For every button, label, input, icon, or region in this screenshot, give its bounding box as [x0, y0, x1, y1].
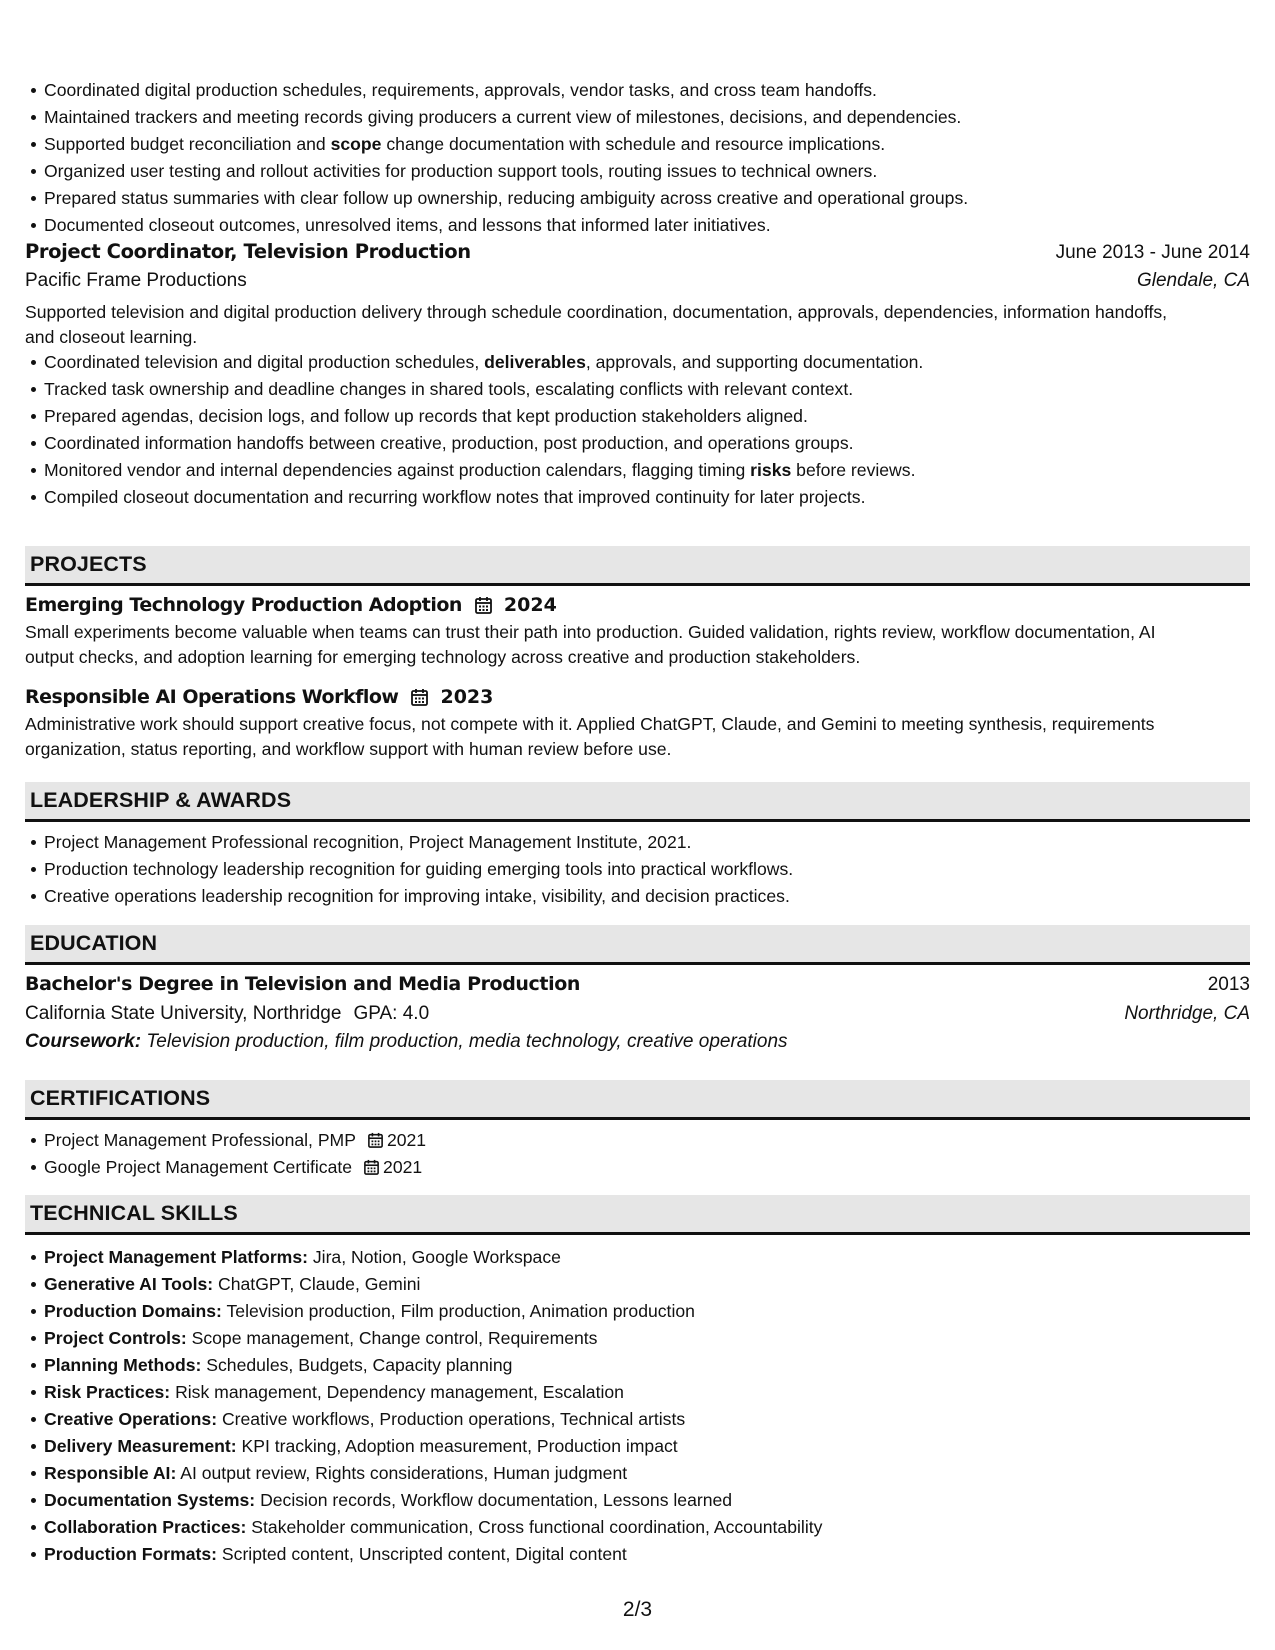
section-title: CERTIFICATIONS: [30, 1086, 211, 1110]
list-item: Monitored vendor and internal dependencies against production calendars, flagging timing risks before reviews.: [25, 457, 1250, 484]
certifications-list: [25, 1127, 426, 1181]
section-header-projects: [25, 546, 1250, 586]
list-item: Prepared status summaries with clear follow up ownership, reducing ambiguity across creative and operational groups.: [25, 185, 968, 212]
list-item: Compiled closeout documentation and recurring workflow notes that improved continuity for later projects.: [25, 484, 1250, 511]
section-title: TECHNICAL SKILLS: [30, 1201, 238, 1225]
coursework-list: Television production, film production, media technology, creative operations: [146, 1031, 788, 1052]
role-header: [25, 240, 1250, 264]
cert-year: 2021: [383, 1157, 423, 1177]
role-dates: June 2013 - June 2014: [1055, 242, 1250, 263]
text-line: organization, status reporting, and workflow support with human review before use.: [25, 738, 672, 759]
list-item: Project Controls: Scope management, Change control, Requirements: [25, 1325, 822, 1352]
role-entry: [25, 240, 1250, 511]
cert-name: Google Project Management Certificate: [44, 1157, 353, 1177]
section-title: PROJECTS: [30, 552, 147, 576]
cert-year: 2021: [386, 1130, 427, 1150]
list-item: Collaboration Practices: Stakeholder communication, Cross functional coordination, Accountability: [25, 1514, 822, 1541]
section-header-education: [25, 925, 1250, 965]
project-name: Emerging Technology Production Adoption: [25, 594, 462, 616]
list-item: [25, 1127, 426, 1154]
gpa: GPA: 4.0: [353, 1003, 430, 1024]
degree-title: Bachelor's Degree in Television and Media Production: [25, 973, 580, 995]
list-item: [25, 1154, 426, 1181]
list-item: Creative Operations: Creative workflows, Production operations, Technical artists: [25, 1406, 822, 1433]
project-year: 2023: [440, 686, 494, 708]
role-title: Project Coordinator, Television Production: [25, 240, 471, 263]
education-header: [25, 973, 1250, 996]
education-subheader: [25, 1003, 1250, 1025]
project-description: [25, 712, 1250, 761]
leadership-list: [25, 829, 793, 910]
school-location: Northridge, CA: [1124, 1003, 1250, 1024]
list-item: Organized user testing and rollout activities for production support tools, routing issues to technical owners.: [25, 158, 968, 185]
list-item: Prepared agendas, decision logs, and follow up records that kept production stakeholders aligned.: [25, 403, 1250, 430]
list-item: Project Management Professional recognition, Project Management Institute, 2021.: [25, 829, 793, 856]
section-header-skills: [25, 1195, 1250, 1235]
list-item: Coordinated information handoffs between creative, production, post production, and operations groups.: [25, 430, 1250, 457]
list-item: Coordinated television and digital production schedules, deliverables, approvals, and supporting documentation.: [25, 349, 1250, 376]
school-line: [25, 1003, 429, 1025]
list-item: Responsible AI: AI output review, Rights considerations, Human judgment: [25, 1460, 822, 1487]
section-header-leadership: [25, 782, 1250, 822]
list-item: Production technology leadership recognition for guiding emerging tools into practical workflows.: [25, 856, 793, 883]
school-name: California State University, Northridge: [25, 1003, 342, 1024]
project-header: [25, 686, 1250, 708]
list-item: Planning Methods: Schedules, Budgets, Capacity planning: [25, 1352, 822, 1379]
project-year: 2024: [503, 594, 557, 616]
calendar-icon: [364, 1159, 379, 1175]
role-subheader: [25, 270, 1250, 292]
role-summary: Supported television and digital production delivery through schedule coordination, documentation, approvals, dependencies, information handoffs, and closeout learning.: [25, 302, 1168, 347]
section-header-certifications: [25, 1080, 1250, 1120]
role-location: Glendale, CA: [1136, 270, 1250, 291]
list-item: Coordinated digital production schedules, requirements, approvals, vendor tasks, and cross team handoffs.: [25, 77, 968, 104]
text-line: output checks, and adoption learning for emerging technology across creative and production stakeholders.: [25, 646, 861, 667]
cert-name: Project Management Professional, PMP: [44, 1130, 356, 1150]
list-item: Delivery Measurement: KPI tracking, Adoption measurement, Production impact: [25, 1433, 822, 1460]
project-header: [25, 594, 1250, 616]
coursework: [25, 1031, 1250, 1053]
list-item: Production Domains: Television production, Film production, Animation production: [25, 1298, 822, 1325]
list-item: Maintained trackers and meeting records giving producers a current view of milestones, decisions, and dependencies.: [25, 104, 968, 131]
list-item: Supported budget reconciliation and scope change documentation with schedule and resource implications.: [25, 131, 968, 158]
graduation-year: 2013: [1207, 974, 1250, 995]
education-entry: [25, 973, 1250, 1053]
text-line: Administrative work should support creative focus, not compete with it. Applied ChatGPT, Claude, and Gemini to meeting synthesis, requirements: [25, 714, 1155, 734]
text-line: Small experiments become valuable when teams can trust their path into production. Guided validation, rights review, workflow documentation, AI: [25, 622, 1156, 642]
list-item: Documentation Systems: Decision records, Workflow documentation, Lessons learned: [25, 1487, 822, 1514]
project-description: [25, 620, 1250, 669]
list-item: Generative AI Tools: ChatGPT, Claude, Gemini: [25, 1271, 822, 1298]
calendar-icon: [368, 1132, 383, 1148]
list-item: Tracked task ownership and deadline changes in shared tools, escalating conflicts with relevant context.: [25, 376, 1250, 403]
role-bullets: [25, 349, 1250, 511]
list-item: Creative operations leadership recognition for improving intake, visibility, and decision practices.: [25, 883, 793, 910]
list-item: Project Management Platforms: Jira, Notion, Google Workspace: [25, 1244, 822, 1271]
project-item: [25, 686, 1250, 761]
project-item: [25, 594, 1250, 669]
section-title: EDUCATION: [30, 931, 158, 955]
page-number: 2/3: [622, 1598, 653, 1621]
skills-list: [25, 1244, 822, 1568]
coursework-label: Coursework:: [25, 1031, 142, 1052]
calendar-icon: [475, 596, 492, 614]
section-title: LEADERSHIP & AWARDS: [30, 788, 292, 812]
list-item: Risk Practices: Risk management, Dependency management, Escalation: [25, 1379, 822, 1406]
calendar-icon: [411, 688, 428, 706]
prev-role-bullets: [25, 77, 968, 239]
list-item: Documented closeout outcomes, unresolved items, and lessons that informed later initiatives.: [25, 212, 968, 239]
company-name: Pacific Frame Productions: [25, 270, 247, 291]
project-name: Responsible AI Operations Workflow: [25, 686, 399, 708]
list-item: Production Formats: Scripted content, Unscripted content, Digital content: [25, 1541, 822, 1568]
